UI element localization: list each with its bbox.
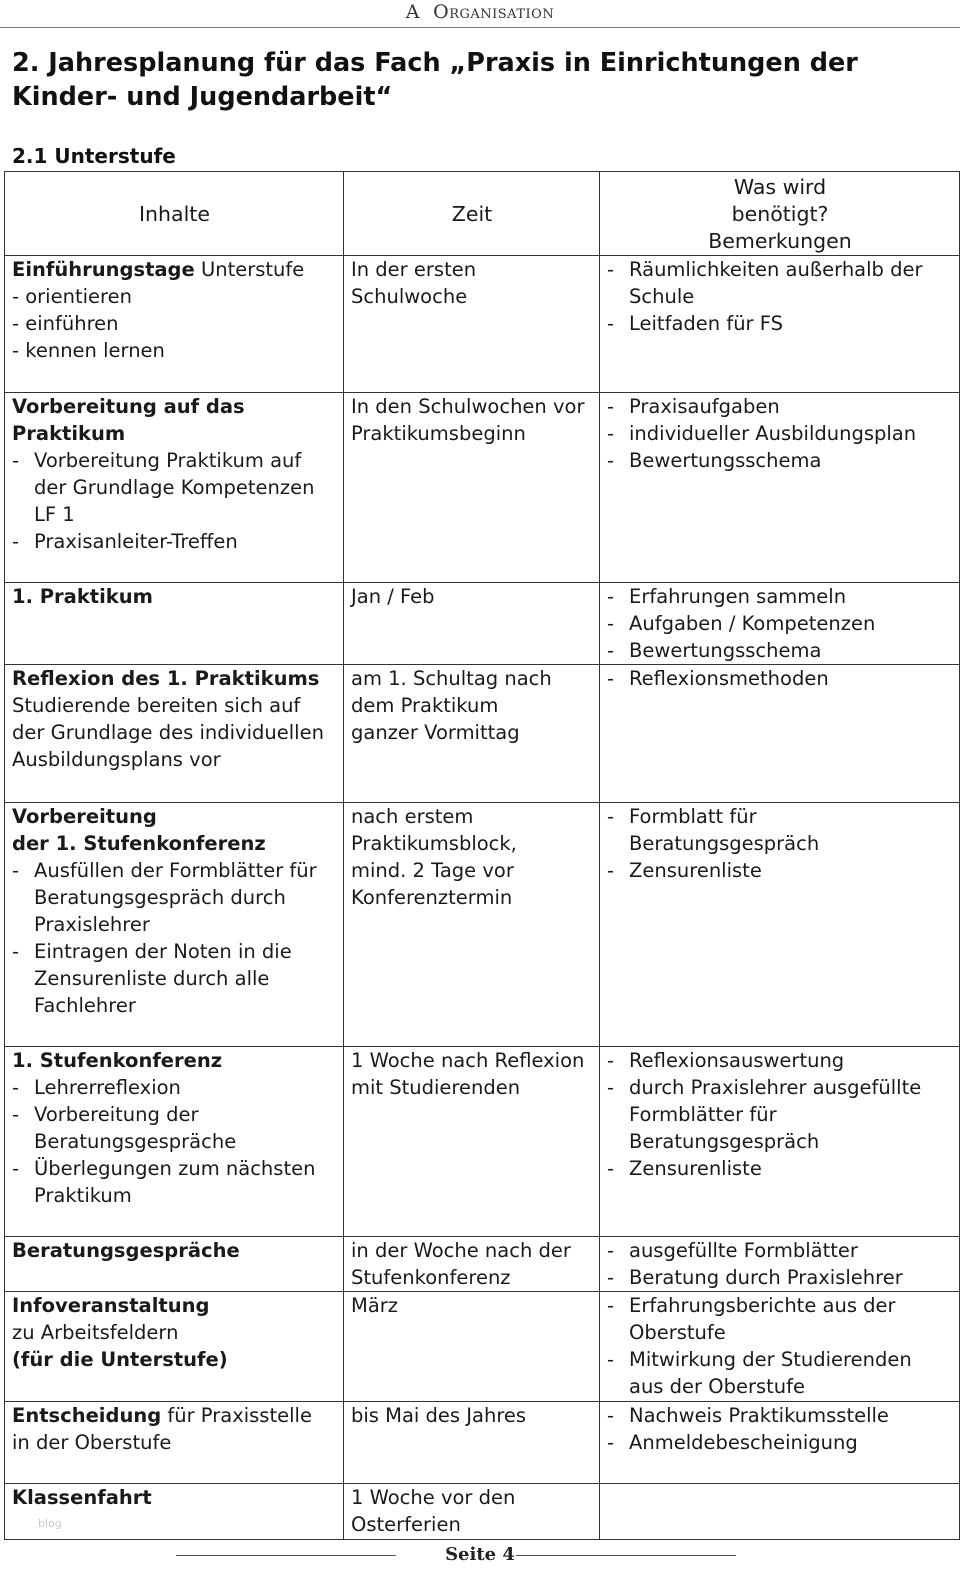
cell-inhalt bbox=[5, 803, 344, 1047]
cell-bemerkungen bbox=[600, 1047, 960, 1237]
cell-zeit-text: 1 Woche nach Reflexion mit Studierenden bbox=[351, 1049, 585, 1099]
cell-zeit-line: dem Praktikum bbox=[351, 694, 499, 717]
cell-bemerkungen bbox=[600, 1402, 960, 1484]
cell-zeit bbox=[344, 803, 600, 1047]
cell-zeit bbox=[344, 665, 600, 803]
cell-bemerkungen bbox=[600, 803, 960, 1047]
table-row bbox=[5, 256, 960, 393]
table-row bbox=[5, 1402, 960, 1484]
cell-text: zu Arbeitsfeldern bbox=[12, 1321, 179, 1344]
cell-item: - Vorbereitung der Beratungsgespräche bbox=[12, 1101, 322, 1155]
column-header-inhalte: Inhalte bbox=[5, 172, 344, 256]
cell-zeit bbox=[344, 1484, 600, 1540]
cell-item: - Lehrerreflexion bbox=[12, 1074, 337, 1101]
cell-zeit-line: mind. 2 Tage vor Konferenztermin bbox=[351, 859, 514, 909]
remark-item: - Formblatt für Beratungsgespräch bbox=[607, 803, 907, 857]
cell-bemerkungen bbox=[600, 393, 960, 583]
remark-item: - Aufgaben / Kompetenzen bbox=[607, 610, 953, 637]
cell-zeit bbox=[344, 1047, 600, 1237]
cell-inhalt bbox=[5, 1484, 344, 1540]
column-header-bemerkungen-text: Was wird benötigt? Bemerkungen bbox=[708, 175, 852, 253]
remark-item: - Zensurenliste bbox=[607, 857, 953, 884]
cell-zeit bbox=[344, 1237, 600, 1292]
cell-inhalt bbox=[5, 1047, 344, 1237]
cell-title: 1. Stufenkonferenz bbox=[12, 1049, 223, 1072]
cell-zeit-text: In den Schulwochen vor Praktikumsbeginn bbox=[351, 395, 585, 445]
cell-zeit-text: März bbox=[351, 1294, 399, 1317]
cell-inhalt bbox=[5, 1237, 344, 1292]
cell-title-suffix: Unterstufe bbox=[194, 258, 305, 281]
cell-bemerkungen bbox=[600, 1484, 960, 1540]
cell-line: - kennen lernen bbox=[12, 339, 165, 362]
cell-zeit bbox=[344, 1292, 600, 1402]
remark-item: - Bewertungsschema bbox=[607, 637, 953, 664]
cell-line: - einführen bbox=[12, 312, 119, 335]
cell-item: - Praxisanleiter-Treffen bbox=[12, 528, 337, 555]
cell-title: Einführungstage bbox=[12, 258, 195, 281]
section-title: 2.1 Unterstufe bbox=[12, 144, 176, 168]
remark-item: - ausgefüllte Formblätter bbox=[607, 1237, 953, 1264]
remark-item: - Anmeldebescheinigung bbox=[607, 1429, 953, 1456]
remark-item: - Reflexionsmethoden bbox=[607, 665, 953, 692]
cell-item: - Vorbereitung Praktikum auf der Grundlage Kompetenzen LF 1 bbox=[12, 447, 332, 528]
cell-bemerkungen bbox=[600, 256, 960, 393]
cell-line: - orientieren bbox=[12, 285, 132, 308]
cell-zeit-text: In der ersten Schulwoche bbox=[351, 258, 477, 308]
remark-item: - Praxisaufgaben bbox=[607, 393, 953, 420]
cell-zeit-line: am 1. Schultag nach bbox=[351, 667, 552, 690]
cell-item: - Eintragen der Noten in die Zensurenliste durch alle Fachlehrer bbox=[12, 938, 334, 1019]
cell-title: 1. Praktikum bbox=[12, 585, 153, 608]
remark-item: - Reflexionsauswertung bbox=[607, 1047, 953, 1074]
cell-title: Vorbereitung bbox=[12, 805, 157, 828]
cell-zeit bbox=[344, 256, 600, 393]
cell-title: Entscheidung bbox=[12, 1404, 162, 1427]
cell-title: Beratungsgespräche bbox=[12, 1239, 240, 1262]
cell-zeit bbox=[344, 1402, 600, 1484]
cell-title: Vorbereitung auf das Praktikum bbox=[12, 395, 245, 445]
cell-title: (für die Unterstufe) bbox=[12, 1348, 228, 1371]
cell-inhalt bbox=[5, 393, 344, 583]
cell-bemerkungen bbox=[600, 665, 960, 803]
cell-zeit-text: in der Woche nach der Stufenkonferenz bbox=[351, 1239, 571, 1289]
cell-bemerkungen bbox=[600, 1292, 960, 1402]
table-row bbox=[5, 1292, 960, 1402]
table-row bbox=[5, 393, 960, 583]
cell-zeit bbox=[344, 393, 600, 583]
cell-title: der 1. Stufenkonferenz bbox=[12, 832, 266, 855]
cell-item: - Ausfüllen der Formblätter für Beratungsgespräch durch Praxislehrer bbox=[12, 857, 330, 938]
remark-item: - individueller Ausbildungsplan bbox=[607, 420, 953, 447]
header-section: Organisation bbox=[433, 1, 555, 23]
cell-zeit-text: bis Mai des Jahres bbox=[351, 1404, 527, 1427]
cell-inhalt bbox=[5, 256, 344, 393]
cell-zeit-text: Jan / Feb bbox=[351, 585, 435, 608]
page-number: Seite 4 bbox=[445, 1544, 515, 1565]
remark-item: - durch Praxislehrer ausgefüllte Formblätter für Beratungsgespräch bbox=[607, 1074, 937, 1155]
cell-zeit-line: ganzer Vormittag bbox=[351, 721, 520, 744]
remark-item: - Erfahrungsberichte aus der Oberstufe bbox=[607, 1292, 907, 1346]
remark-item: - Leitfaden für FS bbox=[607, 310, 953, 337]
column-header-bemerkungen bbox=[600, 172, 960, 256]
page-title: 2. Jahresplanung für das Fach „Praxis in Einrichtungen der Kinder- und Jugendarbeit“ bbox=[12, 48, 858, 112]
cell-title: Infoveranstaltung bbox=[12, 1294, 210, 1317]
remark-item: - Bewertungsschema bbox=[607, 447, 953, 474]
remark-item: - Beratung durch Praxislehrer bbox=[607, 1264, 953, 1291]
cell-inhalt bbox=[5, 1292, 344, 1402]
column-header-zeit: Zeit bbox=[344, 172, 600, 256]
table-header-row bbox=[5, 172, 960, 256]
remark-item: - Zensurenliste bbox=[607, 1155, 953, 1182]
watermark: blog bbox=[38, 1517, 62, 1530]
remark-item: - Erfahrungen sammeln bbox=[607, 583, 953, 610]
table-row bbox=[5, 583, 960, 665]
remark-item: - Nachweis Praktikumsstelle bbox=[607, 1402, 953, 1429]
cell-title-suffix: für Praxisstelle in der Oberstufe bbox=[12, 1404, 312, 1454]
cell-title: Reflexion des 1. Praktikums bbox=[12, 667, 320, 690]
cell-inhalt bbox=[5, 583, 344, 665]
cell-inhalt bbox=[5, 1402, 344, 1484]
table-row bbox=[5, 1047, 960, 1237]
cell-inhalt-text bbox=[12, 1402, 327, 1456]
cell-zeit-line: nach erstem Praktikumsblock, bbox=[351, 805, 517, 855]
plan-table bbox=[4, 171, 960, 1540]
table-row bbox=[5, 1484, 960, 1540]
running-header bbox=[0, 0, 960, 28]
table-row bbox=[5, 803, 960, 1047]
cell-title: Klassenfahrt bbox=[12, 1486, 152, 1509]
cell-bemerkungen bbox=[600, 583, 960, 665]
remark-item: - Mitwirkung der Studierenden aus der Oberstufe bbox=[607, 1346, 927, 1400]
table-row bbox=[5, 665, 960, 803]
remark-item: - Räumlichkeiten außerhalb der Schule bbox=[607, 256, 953, 310]
cell-text: Studierende bereiten sich auf der Grundlage des individuellen Ausbildungsplans vor bbox=[12, 694, 324, 771]
cell-item: - Überlegungen zum nächsten Praktikum bbox=[12, 1155, 332, 1209]
header-letter: A bbox=[405, 1, 421, 23]
cell-zeit bbox=[344, 583, 600, 665]
cell-bemerkungen bbox=[600, 1237, 960, 1292]
cell-inhalt bbox=[5, 665, 344, 803]
table-row bbox=[5, 1237, 960, 1292]
cell-zeit-text: 1 Woche vor den Osterferien bbox=[351, 1486, 516, 1536]
